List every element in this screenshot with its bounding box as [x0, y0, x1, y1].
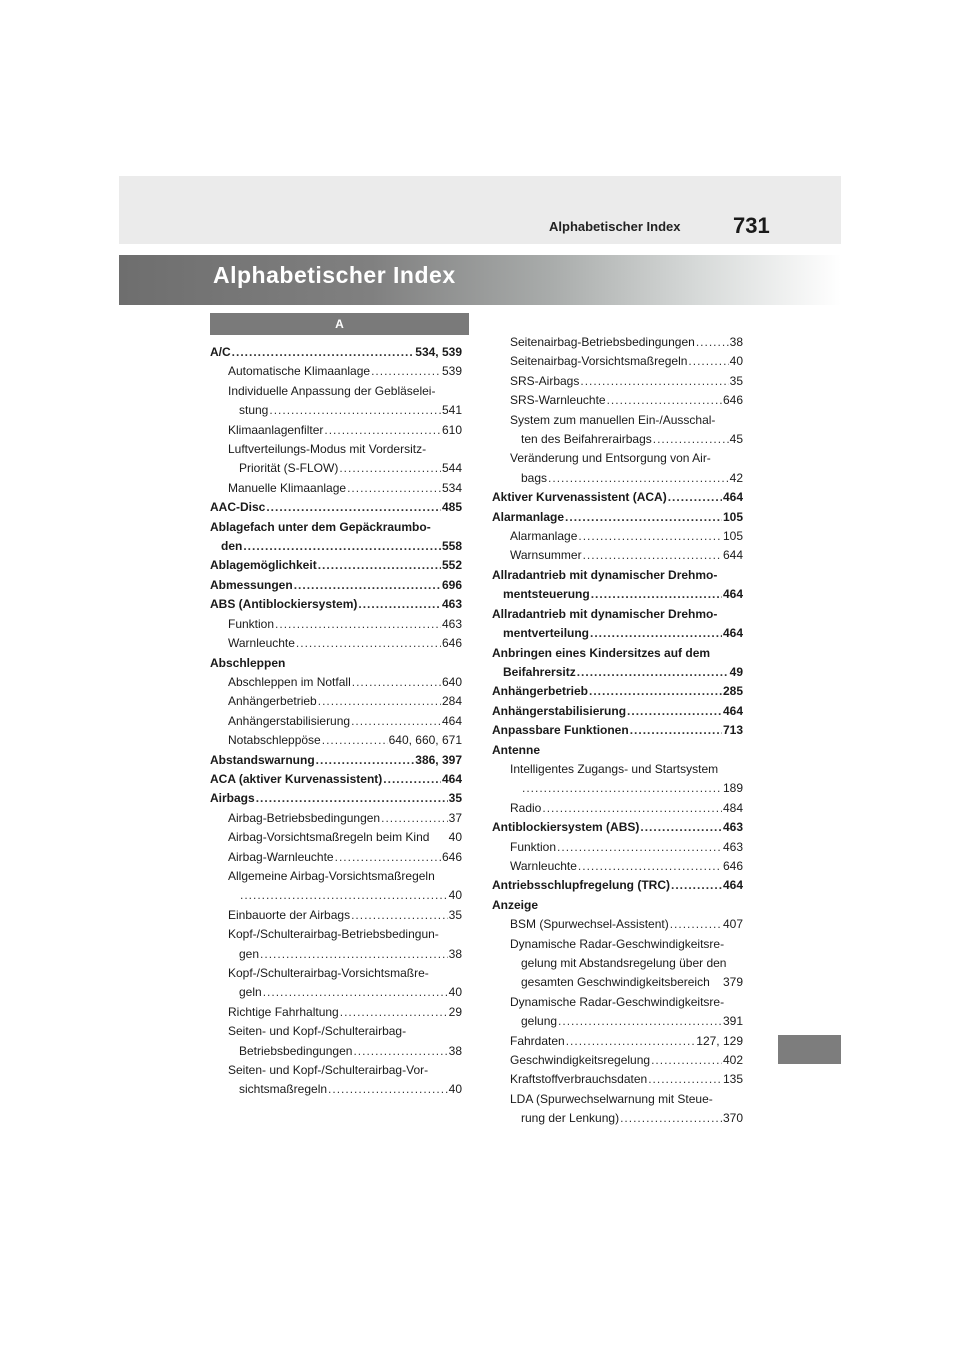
index-entry-term: sichtsmaßregeln	[239, 1082, 328, 1097]
index-entry-term: Fahrdaten	[510, 1033, 565, 1048]
index-entry	[210, 479, 462, 498]
index-entry	[210, 362, 462, 381]
dot-leader	[627, 702, 722, 721]
index-entry-page: 610	[441, 422, 462, 437]
index-entry-page: 38	[729, 335, 743, 349]
page-title: Alphabetischer Index	[213, 262, 456, 288]
index-entry-term: Anhängerbetrieb	[228, 694, 317, 709]
dot-leader	[688, 352, 728, 371]
dot-leader	[347, 479, 441, 498]
index-entry-page: 285	[722, 684, 743, 699]
index-entry-page: 541	[441, 403, 462, 418]
index-entry-term: Geschwindigkeitsregelung	[510, 1053, 651, 1068]
index-entry-term: stung	[239, 403, 269, 418]
dot-leader	[260, 945, 448, 964]
index-entry-term: den	[221, 539, 243, 554]
index-entry-term: Abschleppen im Notfall	[228, 674, 351, 689]
index-entry-page: 40	[448, 985, 462, 1000]
dot-leader	[522, 779, 722, 798]
index-entry-term: Allradantrieb mit dynamischer Drehmo-	[492, 606, 718, 621]
index-entry	[210, 1042, 462, 1061]
index-entry-page: 463	[441, 616, 462, 631]
index-entry-term: Notabschleppöse	[228, 733, 321, 748]
index-entry-term: Abmessungen	[210, 577, 293, 592]
page-number: 731	[733, 213, 770, 238]
dot-leader	[352, 673, 441, 692]
index-entry	[210, 576, 462, 595]
dot-leader	[589, 682, 722, 701]
dot-leader	[566, 1032, 696, 1051]
dot-leader	[266, 498, 441, 517]
index-entry	[210, 595, 462, 614]
index-entry-term: Airbag-Warnleuchte	[228, 849, 334, 864]
index-entry-term: Ablagefach unter dem Gepäckraumbo-	[210, 519, 431, 534]
index-entry-term: Seitenairbag-Betriebsbedingungen	[510, 335, 695, 349]
index-entry-page: 35	[729, 373, 743, 388]
index-entry-page: 379	[722, 975, 743, 990]
index-entry-term: System zum manuellen Ein-/Ausschal-	[510, 412, 716, 427]
index-entry	[492, 430, 743, 449]
dot-leader	[275, 615, 441, 634]
index-entry	[210, 518, 462, 537]
index-entry	[210, 731, 462, 750]
index-entry	[210, 382, 462, 401]
index-entry-term: Airbag-Betriebsbedingungen	[228, 810, 381, 825]
index-entry	[492, 644, 743, 663]
dot-leader	[318, 692, 441, 711]
dot-leader	[316, 751, 415, 770]
index-entry	[492, 682, 743, 701]
index-entry	[492, 838, 743, 857]
index-entry	[492, 896, 743, 915]
index-entry-term: Kopf-/Schulterairbag-Betriebsbedingun-	[228, 927, 439, 942]
index-entry-page: 552	[441, 558, 462, 573]
index-entry-term: Alarmanlage	[510, 529, 578, 544]
index-entry	[492, 1090, 743, 1109]
index-entry-page: 40	[729, 354, 743, 369]
index-entry	[492, 857, 743, 876]
dot-leader	[548, 469, 729, 488]
index-entry-page: 463	[722, 839, 743, 854]
index-entry-term: A/C	[210, 345, 231, 359]
index-entry-term: Individuelle Anpassung der Gebläselei-	[228, 383, 436, 398]
index-entry-term: Kopf-/Schulterairbag-Vorsichtsmaßre-	[228, 966, 429, 980]
index-entry-term: Warnleuchte	[228, 636, 295, 651]
index-entry-page: 464	[441, 771, 462, 786]
dot-leader	[335, 848, 441, 867]
index-entry-page: 534, 539	[415, 345, 462, 359]
dot-leader	[240, 886, 448, 905]
index-entry	[492, 527, 743, 546]
index-entry-term: Aktiver Kurvenassistent (ACA)	[492, 490, 667, 505]
index-entry	[210, 828, 462, 847]
index-entry-term: Kraftstoffverbrauchsdaten	[510, 1072, 648, 1087]
dot-leader	[620, 1109, 722, 1128]
index-entry	[492, 993, 743, 1012]
index-entry	[210, 751, 462, 770]
index-entry	[210, 537, 462, 556]
index-entry-page: 534	[441, 480, 462, 495]
dot-leader	[577, 663, 729, 682]
index-entry-term: Allgemeine Airbag-Vorsichtsmaßregeln	[228, 868, 435, 883]
dot-leader	[353, 1042, 447, 1061]
index-entry-page: 407	[722, 917, 743, 932]
index-entry	[210, 343, 462, 362]
index-entry-page: 135	[722, 1072, 743, 1087]
index-entry-term: Dynamische Radar-Geschwindigkeitsre-	[510, 936, 725, 951]
index-entry-term: Funktion	[228, 616, 275, 631]
index-entry-term: Allradantrieb mit dynamischer Drehmo-	[492, 567, 718, 582]
index-entry	[210, 964, 462, 983]
dot-leader	[583, 546, 722, 565]
index-entry-page: 646	[441, 636, 462, 651]
index-entry-term: Antenne	[492, 742, 540, 757]
index-entry	[492, 624, 743, 643]
index-entry-term: Betriebsbedingungen	[239, 1043, 353, 1058]
dot-leader	[339, 459, 441, 478]
index-entry	[210, 906, 462, 925]
index-entry-page: 284	[441, 694, 462, 709]
dot-leader	[578, 527, 722, 546]
index-entry-term: Intelligentes Zugangs- und Startsystem	[510, 761, 719, 776]
index-entry-term: gesamten Geschwindigkeitsbereich	[521, 975, 710, 990]
index-entry	[492, 372, 743, 391]
index-entry-term: gelung mit Abstandsregelung über den	[521, 956, 727, 970]
index-entry-term: Seiten- und Kopf-/Schulterairbag-Vor-	[228, 1063, 429, 1078]
index-entry-page: 386, 397	[415, 752, 462, 767]
index-entry-term: Antiblockiersystem (ABS)	[492, 820, 640, 835]
index-entry-page: 464	[722, 587, 743, 602]
dot-leader	[578, 857, 722, 876]
index-entry-term: SRS-Warnleuchte	[510, 393, 606, 408]
index-entry-term: Luftverteilungs-Modus mit Vordersitz-	[228, 442, 427, 457]
index-entry-term: Anhängerstabilisierung	[228, 713, 351, 728]
index-column-left	[210, 343, 462, 1100]
dot-leader	[324, 421, 441, 440]
index-entry-page: 38	[448, 946, 462, 961]
dot-leader	[565, 508, 722, 527]
index-entry	[210, 556, 462, 575]
index-entry-term: Richtige Fahrhaltung	[228, 1004, 339, 1019]
dot-leader	[542, 799, 722, 818]
dot-leader	[294, 576, 441, 595]
index-entry	[492, 469, 743, 488]
index-entry-page: 391	[722, 1014, 743, 1029]
index-entry	[210, 1061, 462, 1080]
index-entry-term: Einbauorte der Airbags	[228, 907, 351, 922]
index-entry-page: 485	[441, 500, 462, 515]
index-entry-page: 105	[722, 529, 743, 544]
index-entry-page: 646	[722, 858, 743, 873]
dot-leader	[296, 634, 441, 653]
dot-leader	[630, 721, 722, 740]
dot-leader	[256, 789, 448, 808]
index-entry	[492, 1012, 743, 1031]
index-entry-term: Automatische Klimaanlage	[228, 364, 371, 379]
index-entry-term: ten des Beifahrerairbags	[521, 432, 652, 447]
index-entry-page: 45	[729, 432, 743, 447]
dot-leader	[263, 983, 448, 1002]
index-entry-page: 127, 129	[696, 1033, 743, 1048]
index-entry-page: 696	[441, 577, 462, 592]
index-entry-term: Ablagemöglichkeit	[210, 558, 317, 573]
index-entry-term: gen	[239, 946, 260, 961]
index-entry	[492, 546, 743, 565]
index-entry-page: 40	[448, 888, 462, 903]
index-entry-term: bags	[521, 470, 548, 485]
dot-leader	[558, 1012, 722, 1031]
index-entry	[210, 440, 462, 459]
index-entry-page: 646	[722, 393, 743, 408]
index-entry	[210, 459, 462, 478]
index-entry	[210, 692, 462, 711]
index-entry-page: 640	[441, 674, 462, 689]
index-entry	[492, 741, 743, 760]
index-entry-term: Abschleppen	[210, 655, 286, 670]
index-entry-page: 370	[722, 1111, 743, 1126]
index-entry-page: 463	[722, 820, 743, 835]
index-entry	[492, 488, 743, 507]
index-entry-page: 484	[722, 800, 743, 815]
index-entry-term: Dynamische Radar-Geschwindigkeitsre-	[510, 994, 725, 1009]
index-entry-term: Anzeige	[492, 897, 539, 912]
index-entry-page: 402	[722, 1053, 743, 1068]
dot-leader	[269, 401, 441, 420]
index-entry	[492, 915, 743, 934]
dot-leader	[243, 537, 441, 556]
index-entry-page: 49	[729, 664, 743, 679]
index-entry	[210, 809, 462, 828]
index-entry	[492, 391, 743, 410]
dot-leader	[351, 906, 448, 925]
index-entry-page: 464	[441, 713, 462, 728]
index-entry-term: Funktion	[510, 839, 557, 854]
index-entry-term: AAC-Disc	[210, 500, 266, 515]
index-entry-term: Airbags	[210, 791, 255, 806]
index-entry-page: 640, 660, 671	[388, 733, 462, 748]
index-entry	[492, 935, 743, 954]
index-entry	[210, 789, 462, 808]
index-entry	[210, 673, 462, 692]
index-entry	[210, 886, 462, 905]
index-entry-term: Alarmanlage	[492, 509, 565, 524]
index-column-right	[492, 333, 743, 1129]
index-entry-term: Warnleuchte	[510, 858, 577, 873]
dot-leader	[670, 915, 722, 934]
dot-leader	[371, 362, 441, 381]
index-entry	[492, 585, 743, 604]
dot-leader	[318, 556, 441, 575]
dot-leader	[580, 372, 728, 391]
index-entry	[492, 605, 743, 624]
dot-leader	[591, 585, 722, 604]
index-entry-term: Abstandswarnung	[210, 752, 315, 767]
index-entry-term: SRS-Airbags	[510, 373, 580, 388]
dot-leader	[381, 809, 448, 828]
dot-leader	[340, 1003, 448, 1022]
index-entry	[492, 973, 743, 992]
index-entry	[492, 760, 743, 779]
index-entry	[492, 1070, 743, 1089]
index-entry	[210, 983, 462, 1002]
index-entry-page: 544	[441, 461, 462, 476]
index-entry	[492, 799, 743, 818]
index-entry	[210, 848, 462, 867]
index-entry-term: Veränderung und Entsorgung von Air-	[510, 451, 711, 466]
index-entry-term: Beifahrersitz	[503, 664, 576, 679]
index-entry	[492, 721, 743, 740]
index-entry-page: 644	[722, 548, 743, 563]
index-entry-term: Priorität (S-FLOW)	[239, 461, 339, 476]
index-entry	[210, 770, 462, 789]
index-entry	[210, 712, 462, 731]
index-entry-term: Manuelle Klimaanlage	[228, 480, 347, 495]
index-entry	[210, 421, 462, 440]
index-entry	[492, 449, 743, 468]
dot-leader	[358, 595, 441, 614]
index-entry-page: 38	[448, 1043, 462, 1058]
index-entry	[492, 702, 743, 721]
index-entry-page: 40	[448, 830, 462, 845]
header-section-title: Alphabetischer Index	[549, 219, 681, 234]
index-entry-term: rung der Lenkung)	[521, 1111, 620, 1126]
dot-leader	[696, 333, 729, 352]
index-entry-page: 40	[448, 1082, 462, 1097]
index-entry-page: 105	[722, 509, 743, 524]
dot-leader	[590, 624, 722, 643]
index-entry-term: mentsteuerung	[503, 587, 590, 602]
index-entry	[492, 876, 743, 895]
index-entry-term: Warnsummer	[510, 548, 582, 563]
index-entry	[492, 508, 743, 527]
index-entry	[210, 498, 462, 517]
dot-leader	[328, 1080, 448, 1099]
letter-heading: A	[210, 313, 469, 335]
dot-leader	[232, 343, 415, 362]
index-entry-page: 37	[448, 810, 462, 825]
index-entry-page: 35	[448, 907, 462, 922]
dot-leader	[671, 876, 722, 895]
index-entry-term: Antriebsschlupfregelung (TRC)	[492, 878, 671, 893]
index-entry-page: 464	[722, 626, 743, 641]
index-entry-term: mentverteilung	[503, 626, 590, 641]
index-entry-page: 646	[441, 849, 462, 864]
dot-leader	[653, 430, 729, 449]
index-entry-term: ABS (Antiblockiersystem)	[210, 597, 358, 612]
index-entry	[210, 925, 462, 944]
index-entry-term: ACA (aktiver Kurvenassistent)	[210, 771, 383, 786]
dot-leader	[640, 818, 722, 837]
index-entry-term: LDA (Spurwechselwarnung mit Steue-	[510, 1091, 713, 1106]
index-entry-term: Klimaanlagenfilter	[228, 422, 324, 437]
index-entry-term: Seiten- und Kopf-/Schulterairbag-	[228, 1024, 407, 1039]
index-entry	[492, 1109, 743, 1128]
index-entry	[210, 654, 462, 673]
index-entry-page: 558	[441, 539, 462, 554]
index-entry	[210, 1080, 462, 1099]
index-entry	[210, 1022, 462, 1041]
dot-leader	[648, 1070, 722, 1089]
index-entry	[210, 615, 462, 634]
index-entry-page: 29	[448, 1004, 462, 1019]
dot-leader	[651, 1051, 722, 1070]
index-entry	[210, 945, 462, 964]
dot-leader	[607, 391, 722, 410]
index-entry	[210, 401, 462, 420]
index-entry-term: gelung	[521, 1014, 558, 1029]
index-entry-term: Seitenairbag-Vorsichtsmaßregeln	[510, 354, 688, 369]
index-entry	[492, 954, 743, 973]
index-entry	[492, 1051, 743, 1070]
index-entry	[492, 352, 743, 371]
index-entry	[492, 663, 743, 682]
index-entry-page: 713	[722, 723, 743, 738]
index-entry	[492, 818, 743, 837]
side-thumb-tab	[778, 1035, 841, 1064]
dot-leader	[322, 731, 388, 750]
dot-leader	[557, 838, 722, 857]
index-entry-term: Airbag-Vorsichtsmaßregeln beim Kind	[228, 830, 430, 845]
index-entry-term: BSM (Spurwechsel-Assistent)	[510, 917, 669, 932]
index-entry	[492, 411, 743, 430]
dot-leader	[351, 712, 441, 731]
index-entry-page: 464	[722, 703, 743, 718]
index-entry	[492, 1032, 743, 1051]
index-entry-term: Radio	[510, 800, 542, 815]
dot-leader	[383, 770, 441, 789]
index-entry	[210, 634, 462, 653]
index-entry-page: 539	[441, 364, 462, 379]
index-entry	[492, 779, 743, 798]
index-entry-page: 464	[722, 490, 743, 505]
index-entry-term: geln	[239, 985, 262, 1000]
index-entry	[492, 333, 743, 352]
index-entry-page: 35	[448, 791, 462, 806]
index-entry-term: Anpassbare Funktionen	[492, 723, 629, 738]
index-entry-page: 464	[722, 878, 743, 893]
index-entry	[492, 566, 743, 585]
index-entry	[210, 1003, 462, 1022]
index-entry	[210, 867, 462, 886]
dot-leader	[668, 488, 722, 507]
index-entry-term: Anhängerbetrieb	[492, 684, 589, 699]
index-entry-term: Anhängerstabilisierung	[492, 703, 627, 718]
index-entry-page: 463	[441, 597, 462, 612]
index-entry-page: 42	[729, 470, 743, 485]
index-entry-term: Anbringen eines Kindersitzes auf dem	[492, 645, 711, 660]
index-entry-page: 189	[722, 781, 743, 796]
